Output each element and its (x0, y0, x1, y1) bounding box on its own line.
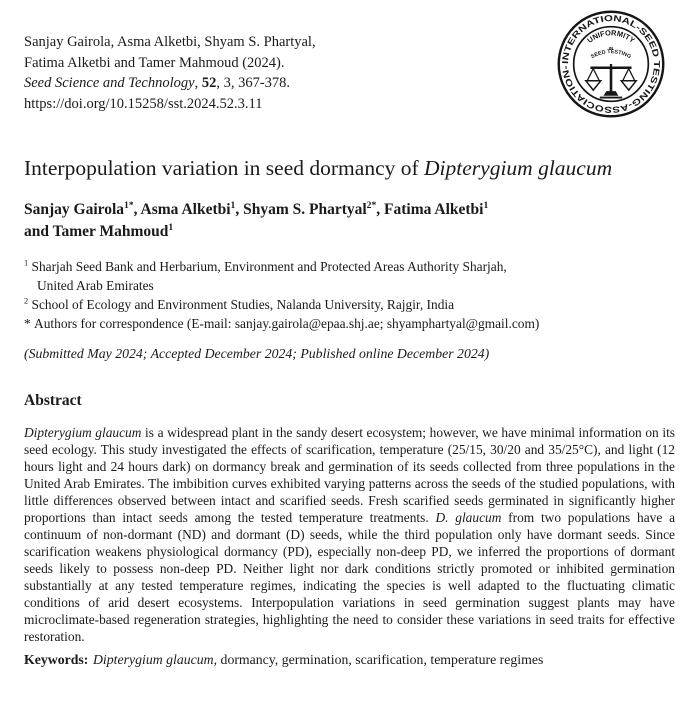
affiliation-1-text-cont: United Arab Emirates (37, 278, 154, 293)
ista-seal-graphic (555, 8, 667, 120)
abstract-segment-1: is a widespread plant in the sandy desert ecosystem; however, we have minimal information on its seed ecology. This study investigated the effects of scarification, temperature (25/15, 30/20 and 35/25°C), and light (12 hours light and 24 hours dark) on dormancy break and germination of its seeds collected from three populations in the United Arab Emirates. The imbibition curves exhibited varying patterns across the seeds of the studied populations, with little differences observed between intact and scarified seeds. Fresh scarified seeds germinated in significantly higher proportions than intact seeds among the tested temperature treatments. (24, 425, 676, 525)
author-4: , Fatima Alketbi (376, 201, 484, 218)
author-4-affmark: 1 (483, 199, 489, 211)
keywords-line (24, 652, 675, 668)
abstract-species-name-2: D. glaucum (435, 510, 502, 525)
affiliation-2-text: School of Ecology and Environment Studies, Nalanda University, Rajgir, India (31, 297, 455, 312)
doi-text: https://doi.org/10.15258/sst.2024.52.3.11 (24, 95, 263, 112)
author-5: and Tamer Mahmoud (24, 222, 169, 240)
affiliation-1-marker: 1 (24, 258, 29, 268)
paper-title (24, 154, 639, 182)
submission-dates: (Submitted May 2024; Accepted December 2024; Published online December 2024) (24, 346, 490, 361)
journal-volume: 52 (201, 75, 217, 91)
author-2: , Asma Alketbi (133, 201, 231, 218)
citation-block (24, 32, 316, 114)
affiliation-1 (24, 257, 675, 295)
correspondence-note (24, 314, 675, 333)
author-3: , Shyam S. Phartyal (235, 201, 367, 218)
ista-stamp (555, 8, 667, 120)
abstract-text (24, 424, 675, 645)
author-1-affmark: 1* (124, 199, 134, 211)
affiliation-1-text: Sharjah Seed Bank and Herbarium, Environment and Protected Areas Authority Sharjah, (31, 259, 507, 274)
affiliations-block (24, 257, 675, 333)
affiliation-2 (24, 295, 675, 314)
author-3-affmark: 2* (366, 199, 377, 211)
keywords-list: , dormancy, germination, scarification, temperature regimes (213, 652, 544, 667)
citation-authors-line2: Fatima Alketbi and Tamer Mahmoud (2024). (24, 54, 285, 71)
seal-uniformity-text: UNIFORMITY (585, 28, 637, 45)
citation-authors-line1: Sanjay Gairola, Asma Alketbi, Shyam S. Phartyal, (24, 34, 316, 50)
seal-seed-testing-text: SEED TESTING (590, 49, 632, 61)
title-species-name: Dipterygium glaucum (424, 156, 613, 180)
author-1: Sanjay Gairola (24, 201, 125, 218)
abstract-segment-2: from two populations have a continuum of non-dormant (ND) and dormant (D) seeds, while the third population only have dormant seeds. Since scarification weakens physiological dormancy (PD), especially non-deep PD, we inferred the proportions of dormant seeds likely to possess non-deep PD. Neither light nor dark conditions strictly promoted or inhibited germination substantially at any tested temperature regimes, indicating the species is well adapted to the fluctuating climatic conditions of arid desert ecosystems. Interpopulation variations in seed germination suggest plants may have microclimate-based regeneration strategies, highlighting the need to consider these variations in seed traits for effective restoration. (24, 510, 676, 644)
author-2-affmark: 1 (230, 199, 236, 211)
balance-scale-icon (586, 64, 636, 98)
author-5-affmark: 1 (168, 221, 174, 233)
seal-ring-text: INTERNATIONAL-SEED TESTING-ASSOCIATION- (560, 12, 662, 116)
journal-separator: , (194, 75, 202, 91)
journal-issue-pages: , 3, 367-378. (216, 75, 291, 91)
journal-name: Seed Science and Technology (24, 75, 195, 91)
keywords-label: Keywords: (24, 652, 89, 667)
keywords-species-name: Dipterygium glaucum (92, 652, 214, 667)
abstract-heading: Abstract (24, 392, 82, 409)
citation-journal-line (24, 73, 316, 94)
authors-line (24, 199, 675, 242)
seal-in-text: IN (608, 45, 614, 51)
title-main-text: Interpopulation variation in seed dormancy of (24, 156, 425, 180)
correspondence-marker: * (24, 316, 31, 331)
page-header (24, 12, 675, 122)
correspondence-text: Authors for correspondence (E-mail: sanjay.gairola@epaa.shj.ae; shyamphartyal@gmail.com) (34, 316, 540, 331)
abstract-species-name-1: Dipterygium glaucum (24, 425, 142, 440)
affiliation-2-marker: 2 (24, 296, 29, 306)
